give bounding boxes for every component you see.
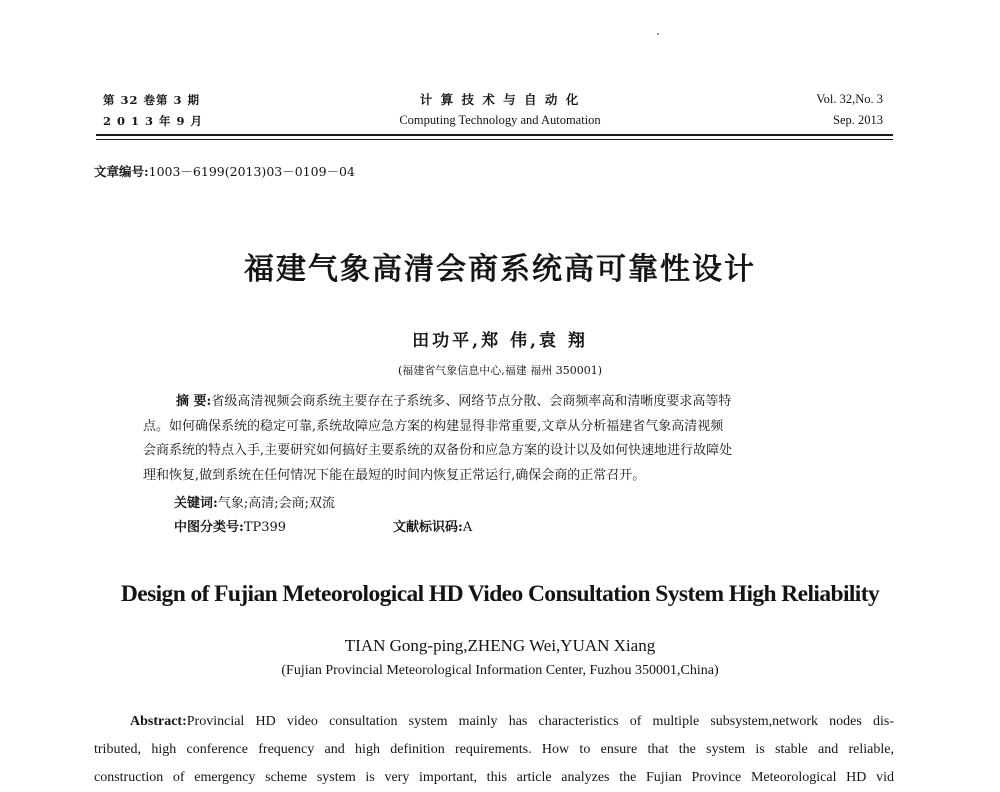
abstract-cn-line: 会商系统的特点入手,主要研究如何搞好主要系统的双备份和应急方案的设计以及如何快速地进行故障处 [143, 443, 733, 458]
abstract-en-label: Abstract: [130, 714, 187, 729]
issue-cn: 第 32 卷第 3 期 [103, 93, 201, 107]
article-id-label: 文章编号: [94, 164, 149, 179]
abstract-cn-line: 理和恢复,做到系统在任何情况下能在最短的时间内恢复正常运行,确保会商的正常召开。 [143, 467, 646, 483]
clc-number [174, 516, 286, 535]
paper-title-cn: 福建气象高清会商系统高可靠性设计 [244, 252, 756, 287]
document-code [393, 516, 472, 535]
abstract-cn-line: 点。如何确保系统的稳定可靠,系统故障应急方案的构建显得非常重要,文章从分析福建省气象高清视频 [143, 418, 724, 434]
date-en: Sep. 2013 [833, 113, 883, 127]
article-id [94, 162, 355, 180]
abstract-en [94, 708, 894, 792]
abstract-en-line: tributed, high conference frequency and high definition requirements. How to ensure that the system is stable and reliable, [94, 742, 894, 757]
clc-label: 中图分类号: [174, 520, 244, 535]
authors-cn: 田功平,郑 伟,袁 翔 [412, 331, 588, 351]
scan-speck [657, 33, 659, 35]
journal-title-en: Computing Technology and Automation [399, 113, 601, 127]
authors-en: TIAN Gong-ping,ZHENG Wei,YUAN Xiang [344, 636, 656, 655]
abstract-cn [143, 390, 848, 488]
clc-value: TP399 [243, 520, 287, 535]
abstract-en-line: construction of emergency scheme system is very important, this article analyzes the Fujian Province Meteorological HD vid [94, 770, 894, 785]
doc-code-label: 文献标识码: [393, 520, 463, 535]
keywords-value: 气象;高清;会商;双流 [217, 496, 335, 511]
article-id-value: 1003－6199(2013)03－0109－04 [148, 164, 355, 179]
date-cn: 2 0 1 3 年 9 月 [103, 114, 204, 128]
abstract-cn-label: 摘 要: [176, 394, 212, 409]
header-rule-thick [96, 134, 893, 136]
paper-title-en: Design of Fujian Meteorological HD Video Consultation System High Reliability [120, 581, 880, 607]
journal-title-cn: 计 算 技 术 与 自 动 化 [419, 92, 581, 107]
doc-code-value: A [462, 520, 473, 535]
volume-en: Vol. 32,No. 3 [816, 92, 883, 106]
keywords-label: 关键词: [174, 496, 218, 511]
keywords-cn [174, 492, 335, 511]
affiliation-en: (Fujian Provincial Meteorological Information Center, Fuzhou 350001,China) [281, 663, 719, 678]
abstract-cn-line: 摘 要:省级高清视频会商系统主要存在子系统多、网络节点分散、会商频率高和清晰度要求高等特 [176, 394, 732, 409]
affiliation-cn: (福建省气象信息中心,福建 福州 350001) [397, 364, 603, 377]
abstract-en-line: Abstract:Provincial HD video consultation system mainly has characteristics of multiple subsystem,network nodes dis- [130, 714, 894, 729]
header-rule-thin [96, 139, 893, 140]
